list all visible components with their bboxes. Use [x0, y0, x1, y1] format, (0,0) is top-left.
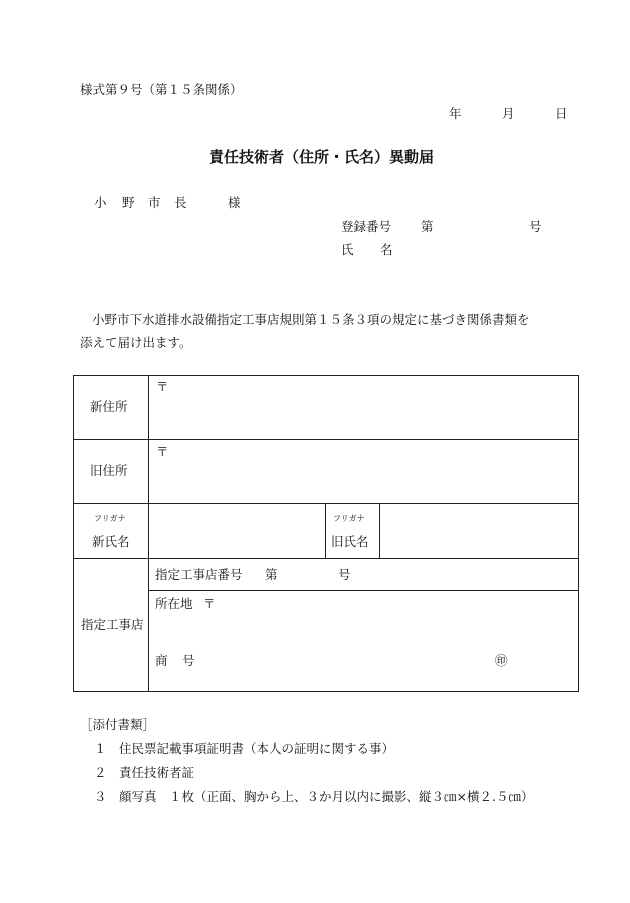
old-address-postal-mark: 〒 [156, 444, 169, 459]
new-name-furigana-label: フリガナ [94, 514, 126, 523]
contractor-label: 指定工事店 [81, 617, 144, 632]
addressee-char-3: 市 [148, 195, 161, 210]
applicant-name-char-1: 氏 [341, 242, 354, 257]
addressee-char-1: 小 [94, 195, 107, 210]
trade-name-char-1: 商 [155, 653, 168, 668]
new-address-label: 新住所 [90, 399, 128, 414]
old-address-field[interactable] [150, 441, 576, 501]
old-name-field[interactable] [381, 505, 576, 556]
contractor-number-suffix: 号 [338, 567, 351, 582]
addressee-char-2: 野 [122, 195, 135, 210]
contractor-location-label: 所在地 [155, 596, 193, 611]
addressee-char-4: 長 [174, 195, 187, 210]
date-day: 日 [555, 106, 568, 121]
attachment-2-number: ２ [94, 765, 107, 780]
addressee-honorific: 様 [228, 195, 241, 210]
contractor-number-label: 指定工事店番号 [155, 567, 243, 582]
attachment-3-text: 顔写真 １枚（正面、胸から上、３か月以内に撮影、縦３㎝×横２.５㎝） [119, 789, 534, 804]
old-name-furigana-label: フリガナ [333, 514, 365, 523]
registration-number-prefix: 第 [421, 219, 434, 234]
body-text-line-2: 添えて届け出ます。 [80, 335, 192, 350]
seal-mark: ㊞ [495, 653, 508, 668]
attachment-1-text: 住民票記載事項証明書（本人の証明に関する事） [119, 741, 395, 756]
applicant-name-char-2: 名 [380, 242, 393, 257]
attachment-1-number: １ [94, 741, 107, 756]
contractor-details-field[interactable] [150, 592, 576, 689]
form-number: 様式第９号（第１５条関係） [80, 82, 243, 97]
date-year: 年 [449, 106, 462, 121]
trade-name-char-2: 号 [182, 653, 195, 668]
contractor-location-postal-mark: 〒 [203, 596, 216, 611]
document-title: 責任技術者（住所・氏名）異動届 [209, 148, 435, 166]
date-month: 月 [502, 106, 515, 121]
attachment-2-text: 責任技術者証 [119, 765, 195, 780]
contractor-number-prefix: 第 [265, 567, 278, 582]
attachments-heading: ［添付書類］ [80, 717, 156, 732]
new-address-field[interactable] [150, 377, 576, 437]
attachment-3-number: ３ [94, 789, 107, 804]
new-name-field[interactable] [150, 505, 323, 556]
new-address-postal-mark: 〒 [156, 379, 169, 394]
registration-number-suffix: 号 [529, 219, 542, 234]
new-name-label: 新氏名 [92, 534, 130, 549]
old-name-label: 旧氏名 [331, 534, 369, 549]
registration-number-label: 登録番号 [341, 219, 392, 234]
old-address-label: 旧住所 [90, 463, 128, 478]
body-text-line-1: 小野市下水道排水設備指定工事店規則第１５条３項の規定に基づき関係書類を [92, 312, 530, 327]
